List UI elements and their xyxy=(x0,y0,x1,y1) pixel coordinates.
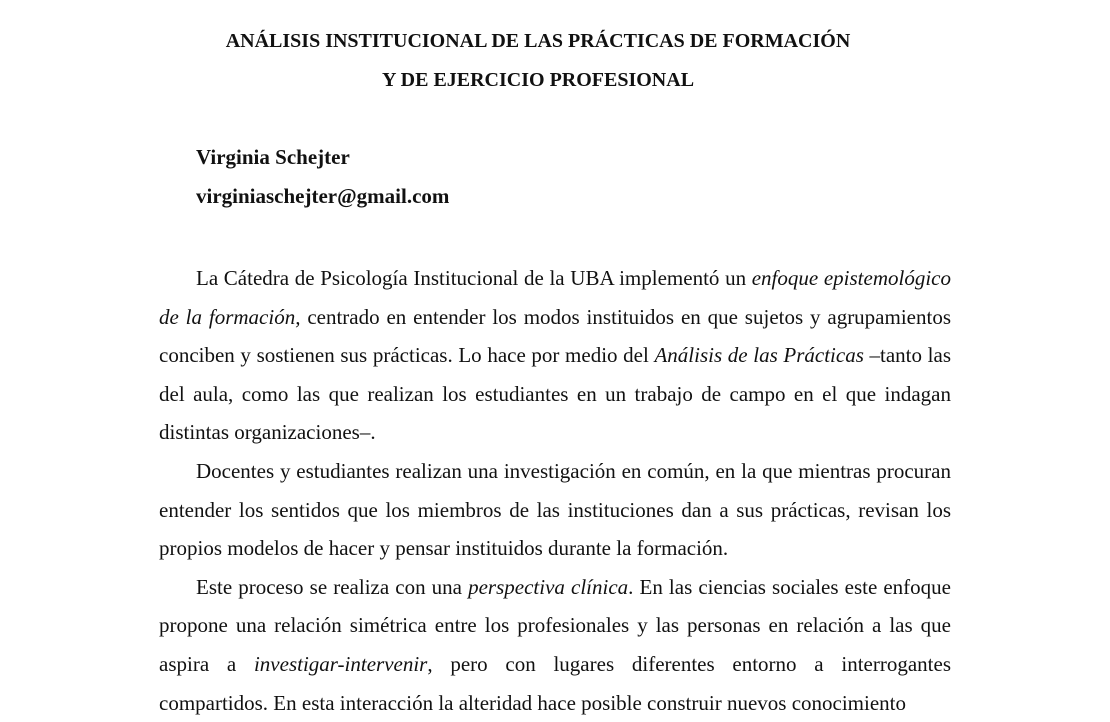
paragraph-3-text-a: Este proceso se realiza con una xyxy=(196,574,469,599)
document-title-line-2: Y DE EJERCICIO PROFESIONAL xyxy=(381,69,695,91)
author-email: virginiaschejter@gmail.com xyxy=(196,184,450,208)
paragraph-3-text-b: . En las ciencias sociales este enfoque propone una relación simétrica entre los profesionales y las personas en relación a las que aspira a xyxy=(159,574,952,676)
paragraph-2 xyxy=(159,452,951,568)
paragraph-1-emphasis-b: Análisis de las Prácticas xyxy=(654,343,864,368)
paragraph-1-emphasis-a: enfoque epistemológico de la formación, xyxy=(159,266,951,329)
paragraph-3 xyxy=(159,568,951,722)
paragraph-3-emphasis-b: investigar-intervenir xyxy=(253,651,428,676)
paragraph-1-text-a: La Cátedra de Psicología Institucional de la UBA implementó un xyxy=(196,266,752,290)
document-body xyxy=(159,259,951,722)
paragraph-1 xyxy=(159,259,951,452)
paragraph-2-text: Docentes y estudiantes realizan una investigación en común, en la que mientras procuran entender los sentidos que los miembros de las instituciones dan a sus prácticas, revisan los propios modelos de hacer y pensar instituidos durante la formación. xyxy=(159,458,951,561)
paragraph-1-text-b: centrado en entender los modos instituidos en que sujetos y agrupamientos conciben y sostienen sus prácticas. Lo hace por medio del xyxy=(159,304,952,368)
author-name: Virginia Schejter xyxy=(196,145,350,169)
document-title-line-1: ANÁLISIS INSTITUCIONAL DE LAS PRÁCTICAS DE FORMACIÓN xyxy=(225,30,851,52)
paragraph-1-text-c: –tanto las del aula, como las que realizan los estudiantes en un trabajo de campo en el que indagan distintas organizaciones–. xyxy=(159,343,951,445)
paragraph-3-emphasis-a: perspectiva clínica xyxy=(468,574,629,599)
paragraph-3-text-c: , pero con lugares diferentes entorno a interrogantes compartidos. En esta interacción la alteridad hace posible construir nuevos conocimiento xyxy=(159,651,951,715)
